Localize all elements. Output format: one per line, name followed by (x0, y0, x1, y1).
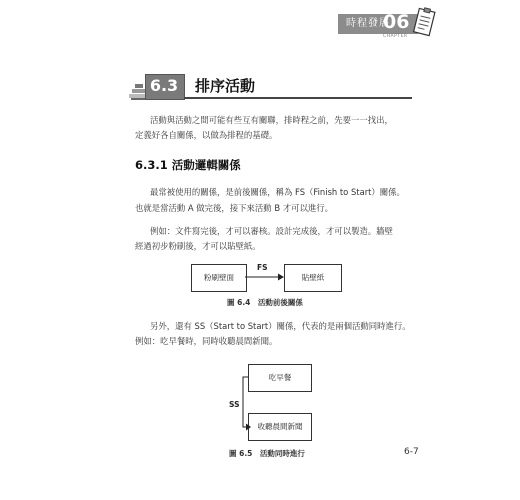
intro-line-2: 定義好各自關係，以做為排程的基礎。 (135, 130, 278, 140)
figure-6-4-caption: 圖 6.4 活動前後關係 (227, 298, 303, 307)
paragraph3-line-2: 例如：吃早餐時，同時收聽晨間新聞。 (135, 336, 278, 346)
chapter-word: CHAPTER (383, 34, 408, 39)
fs-arrow (245, 270, 285, 284)
subsection-title: 6.3.1 活動邏輯關係 (135, 158, 241, 172)
paragraph2-line-2: 經過初步粉刷後，才可以貼壁紙。 (135, 241, 261, 251)
section-number: 6.3 (149, 76, 179, 95)
intro-line-1: 活動與活動之間可能有些互有關聯，排時程之前，先要一一找出， (150, 115, 393, 125)
paragraph3-line-1: 另外，還有 SS（Start to Start）關係，代表的是兩個活動同時進行。 (150, 321, 411, 331)
activity-box-news: 收聽晨間新聞 (248, 413, 312, 441)
activity-box-breakfast: 吃早餐 (248, 364, 312, 392)
paragraph1-line-2: 也就是當活動 A 做完後，接下來活動 B 才可以進行。 (135, 203, 333, 213)
ss-label: SS (229, 400, 240, 409)
section-rule (184, 97, 412, 99)
section-title: 排序活動 (195, 77, 256, 95)
paragraph1-line-1: 最常被使用的關係，是前後關係，稱為 FS（Finish to Start）關係。 (150, 187, 405, 197)
header-title: 時程發展 (346, 18, 390, 29)
fs-label: FS (257, 263, 268, 272)
page-number: 6-7 (404, 447, 419, 457)
chapter-number: 06 (383, 11, 410, 33)
activity-box-painting: 粉刷壁面 (191, 264, 247, 292)
clipboard-icon (411, 6, 437, 40)
ss-connector (238, 372, 252, 432)
figure-6-5-caption: 圖 6.5 活動同時進行 (229, 449, 305, 458)
activity-box-wallpaper: 貼壁紙 (284, 264, 342, 292)
paragraph2-line-1: 例如：文件寫完後，才可以審核。設計完成後，才可以製造。牆壁 (150, 226, 393, 236)
